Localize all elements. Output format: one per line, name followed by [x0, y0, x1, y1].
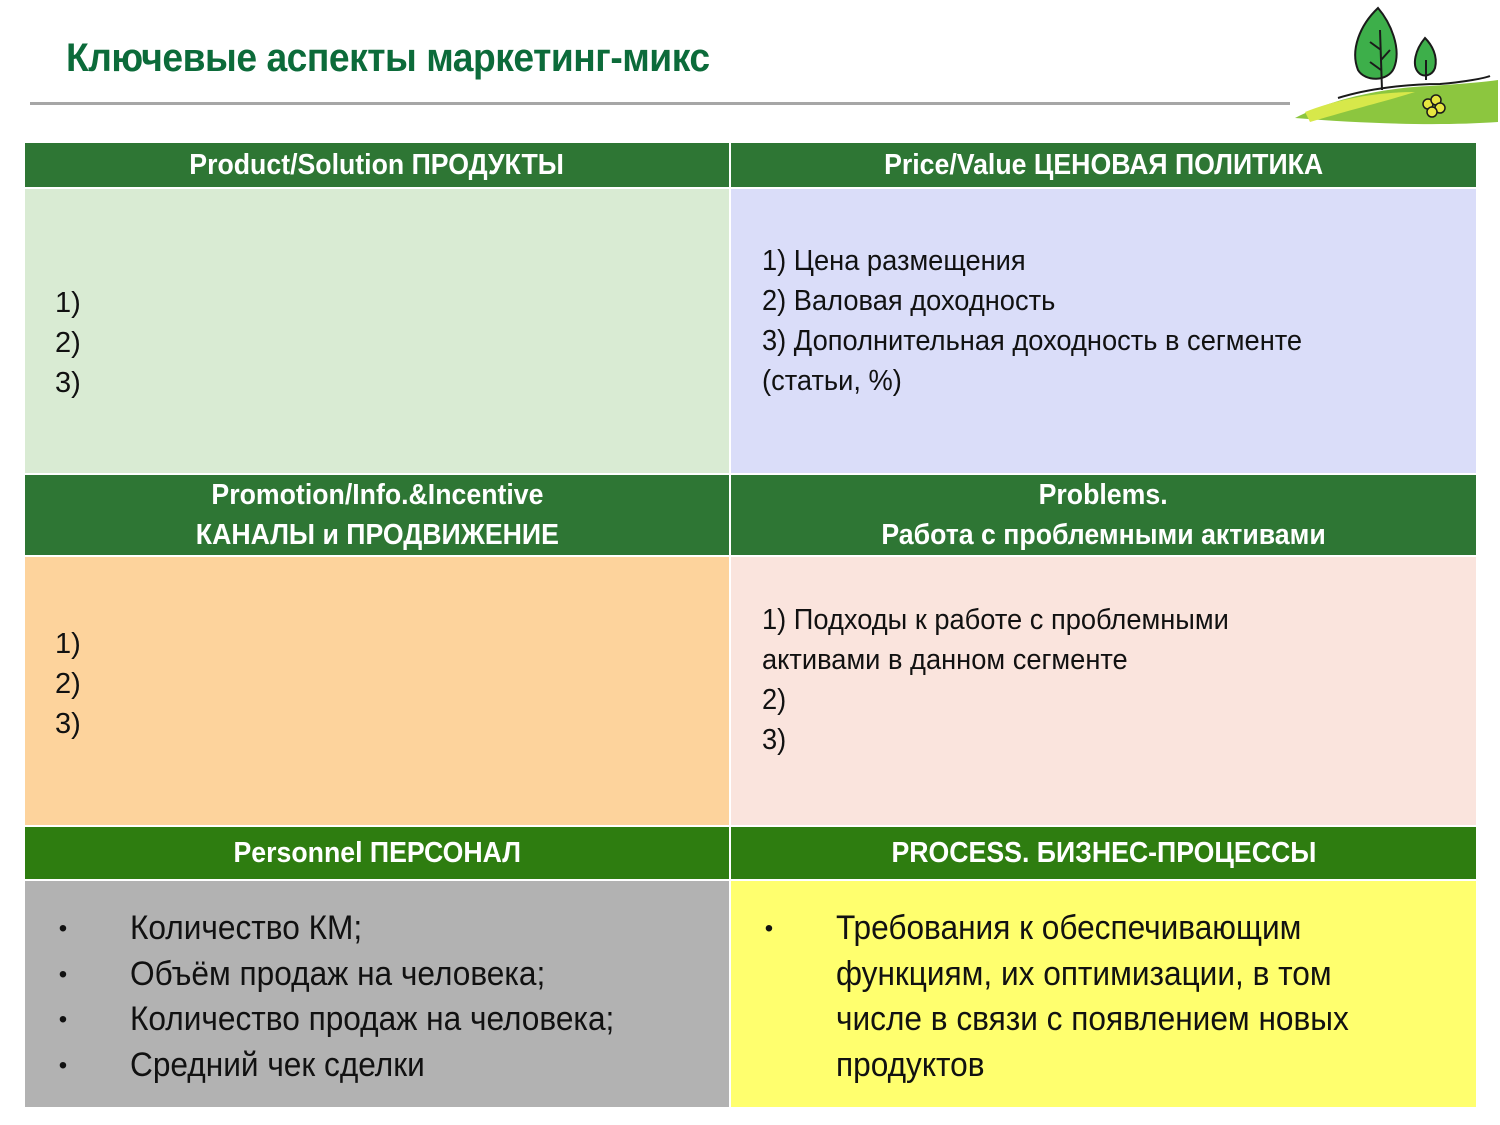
- product-header: Product/Solution ПРОДУКТЫ: [25, 143, 729, 187]
- list-item: 3): [55, 367, 81, 399]
- personnel-cell: [25, 881, 729, 1107]
- process-cell: [731, 881, 1476, 1107]
- bullet-icon: •: [58, 1006, 68, 1033]
- promotion-header: Promotion/Info.&Incentive КАНАЛЫ и ПРОДВИЖЕНИЕ: [25, 475, 729, 555]
- process-header: PROCESS. БИЗНЕС-ПРОЦЕССЫ: [731, 827, 1476, 879]
- price-list: [762, 241, 1337, 401]
- problems-list: [762, 600, 1259, 760]
- list-item: 2): [55, 327, 81, 359]
- marketing-mix-table: [25, 143, 1476, 1107]
- list-item: 2) Валовая доходность: [762, 285, 1056, 317]
- list-item: 3): [55, 708, 81, 740]
- bullet-icon: •: [58, 1051, 68, 1079]
- list-item: продуктов: [836, 1045, 985, 1084]
- list-item: 1) Цена размещения: [762, 245, 1026, 277]
- product-cell: [25, 189, 729, 473]
- problems-header: Problems. Работа с проблемными активами: [731, 475, 1476, 555]
- list-item: 3) Дополнительная доходность в сегменте: [762, 325, 1303, 357]
- list-item: • Объём продаж на человека;: [53, 952, 651, 998]
- personnel-header: Personnel ПЕРСОНАЛ: [25, 827, 729, 879]
- list-item: • Требования к обеспечивающим: [759, 906, 1387, 952]
- promotion-list: [55, 624, 81, 744]
- price-header: Price/Value ЦЕНОВАЯ ПОЛИТИКА: [731, 143, 1476, 187]
- slide-title: Ключевые аспекты маркетинг-микс: [66, 36, 710, 80]
- list-item: 3): [762, 724, 787, 756]
- bullet-icon: •: [58, 960, 68, 988]
- problems-cell: [731, 557, 1476, 825]
- list-item: 2): [762, 684, 787, 716]
- title-divider: [30, 102, 1290, 105]
- list-item: активами в данном сегменте: [762, 644, 1128, 676]
- list-item: • Средний чек сделки: [53, 1043, 651, 1089]
- list-item: функциям, их оптимизации, в том: [836, 954, 1332, 993]
- process-list: [759, 906, 1387, 1088]
- bullet-icon: •: [58, 915, 68, 942]
- list-item: • Количество КМ;: [53, 906, 651, 952]
- price-cell: [731, 189, 1476, 473]
- list-item: 1) Подходы к работе с проблемными: [762, 604, 1229, 636]
- promotion-cell: [25, 557, 729, 825]
- product-list: [55, 283, 81, 403]
- list-item: 2): [55, 668, 81, 700]
- list-item: (статьи, %): [762, 365, 902, 397]
- list-item: числе в связи с появлением новых: [836, 1000, 1349, 1038]
- list-item: • Количество продаж на человека;: [53, 997, 651, 1043]
- bullet-icon: •: [764, 915, 774, 942]
- list-item: 1): [55, 628, 81, 660]
- personnel-list: [53, 906, 651, 1088]
- list-item: 1): [55, 287, 81, 319]
- trees-landscape-icon: [1290, 0, 1500, 130]
